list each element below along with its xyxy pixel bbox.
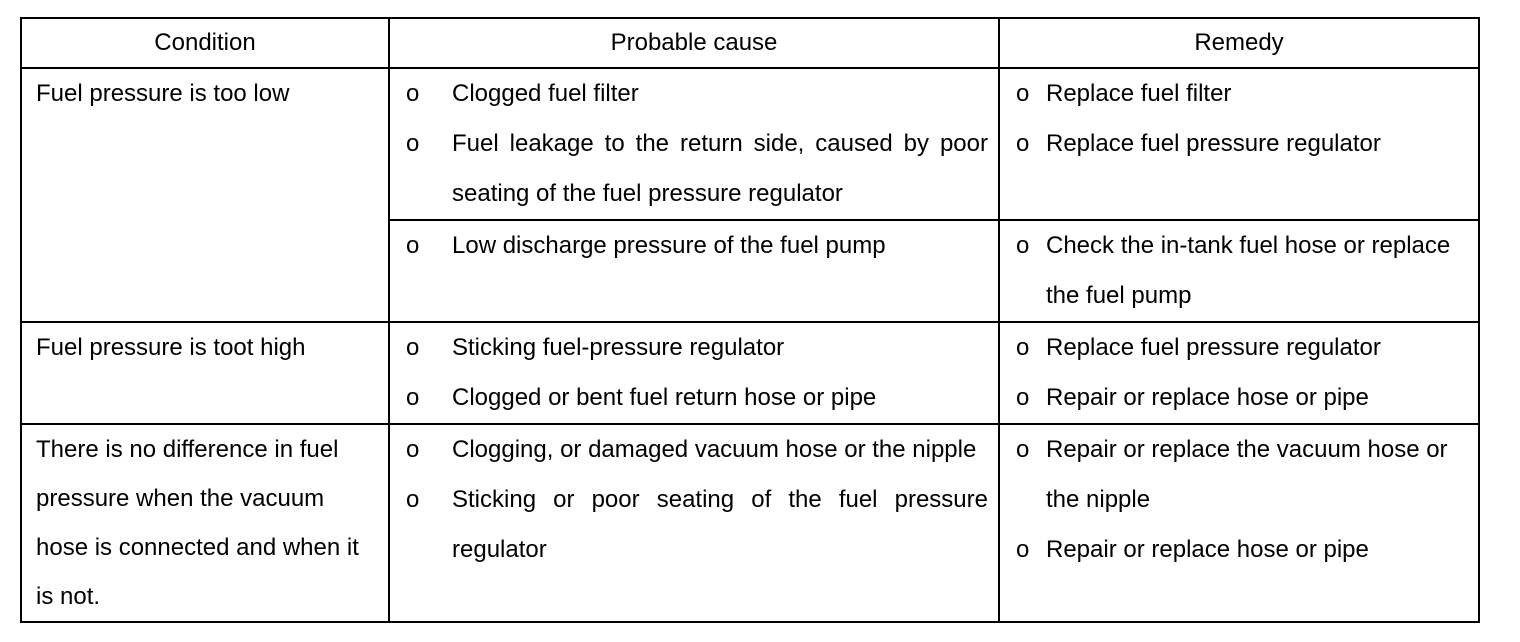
bullet: o <box>1016 436 1030 463</box>
cause-item <box>390 119 998 219</box>
remedy-text: Check the in-tank fuel hose or replace the fuel pump <box>1046 232 1451 309</box>
cause-text: Clogging, or damaged vacuum hose or the nipple <box>452 436 977 463</box>
remedy-text: Replace fuel pressure regulator <box>1046 130 1381 157</box>
table-row <box>21 68 1479 220</box>
cause-item <box>390 323 998 373</box>
bullet: o <box>406 80 420 107</box>
bullet: o <box>406 232 420 259</box>
condition-cell: Fuel pressure is toot high <box>21 322 389 424</box>
remedy-item <box>1000 69 1478 119</box>
condition-cell: Fuel pressure is too low <box>21 68 389 322</box>
bullet: o <box>1016 536 1030 563</box>
remedy-cell <box>999 220 1479 322</box>
remedy-item <box>1000 373 1478 423</box>
remedy-text: Replace fuel pressure regulator <box>1046 334 1381 361</box>
bullet: o <box>406 436 420 463</box>
remedy-text: Replace fuel filter <box>1046 80 1232 107</box>
bullet: o <box>1016 80 1030 107</box>
cause-item <box>390 69 998 119</box>
cause-text: Low discharge pressure of the fuel pump <box>452 232 886 259</box>
header-row <box>21 18 1479 68</box>
bullet: o <box>1016 334 1030 361</box>
header-condition: Condition <box>21 18 389 68</box>
cause-cell <box>389 322 999 424</box>
cause-text: Sticking or poor seating of the fuel pressure regulator <box>452 486 988 563</box>
remedy-cell <box>999 424 1479 622</box>
remedy-item <box>1000 119 1478 169</box>
remedy-item <box>1000 221 1478 321</box>
cause-text: Clogged fuel filter <box>452 80 639 107</box>
remedy-item <box>1000 323 1478 373</box>
troubleshooting-table <box>20 17 1480 623</box>
remedy-text: Repair or replace hose or pipe <box>1046 384 1369 411</box>
cause-text: Fuel leakage to the return side, caused by poor seating of the fuel pressure regulator <box>452 130 988 207</box>
table-row <box>21 322 1479 424</box>
remedy-text: Repair or replace the vacuum hose or the nipple <box>1046 436 1448 513</box>
table-row <box>21 424 1479 622</box>
header-remedy: Remedy <box>999 18 1479 68</box>
bullet: o <box>406 130 420 157</box>
bullet: o <box>406 334 420 361</box>
bullet: o <box>406 384 420 411</box>
cause-item <box>390 425 998 475</box>
condition-cell: There is no difference in fuel pressure when the vacuum hose is connected and when it is not. <box>21 424 389 622</box>
remedy-text: Repair or replace hose or pipe <box>1046 536 1369 563</box>
remedy-cell <box>999 68 1479 220</box>
cause-cell <box>389 424 999 622</box>
cause-text: Clogged or bent fuel return hose or pipe <box>452 384 877 411</box>
bullet: o <box>1016 130 1030 157</box>
cause-cell <box>389 220 999 322</box>
cause-cell <box>389 68 999 220</box>
cause-item <box>390 373 998 423</box>
header-probable-cause: Probable cause <box>389 18 999 68</box>
cause-item <box>390 475 998 575</box>
bullet: o <box>406 486 420 513</box>
bullet: o <box>1016 232 1030 259</box>
cause-item <box>390 221 998 271</box>
remedy-cell <box>999 322 1479 424</box>
remedy-item <box>1000 525 1478 575</box>
bullet: o <box>1016 384 1030 411</box>
remedy-item <box>1000 425 1478 525</box>
cause-text: Sticking fuel-pressure regulator <box>452 334 785 361</box>
